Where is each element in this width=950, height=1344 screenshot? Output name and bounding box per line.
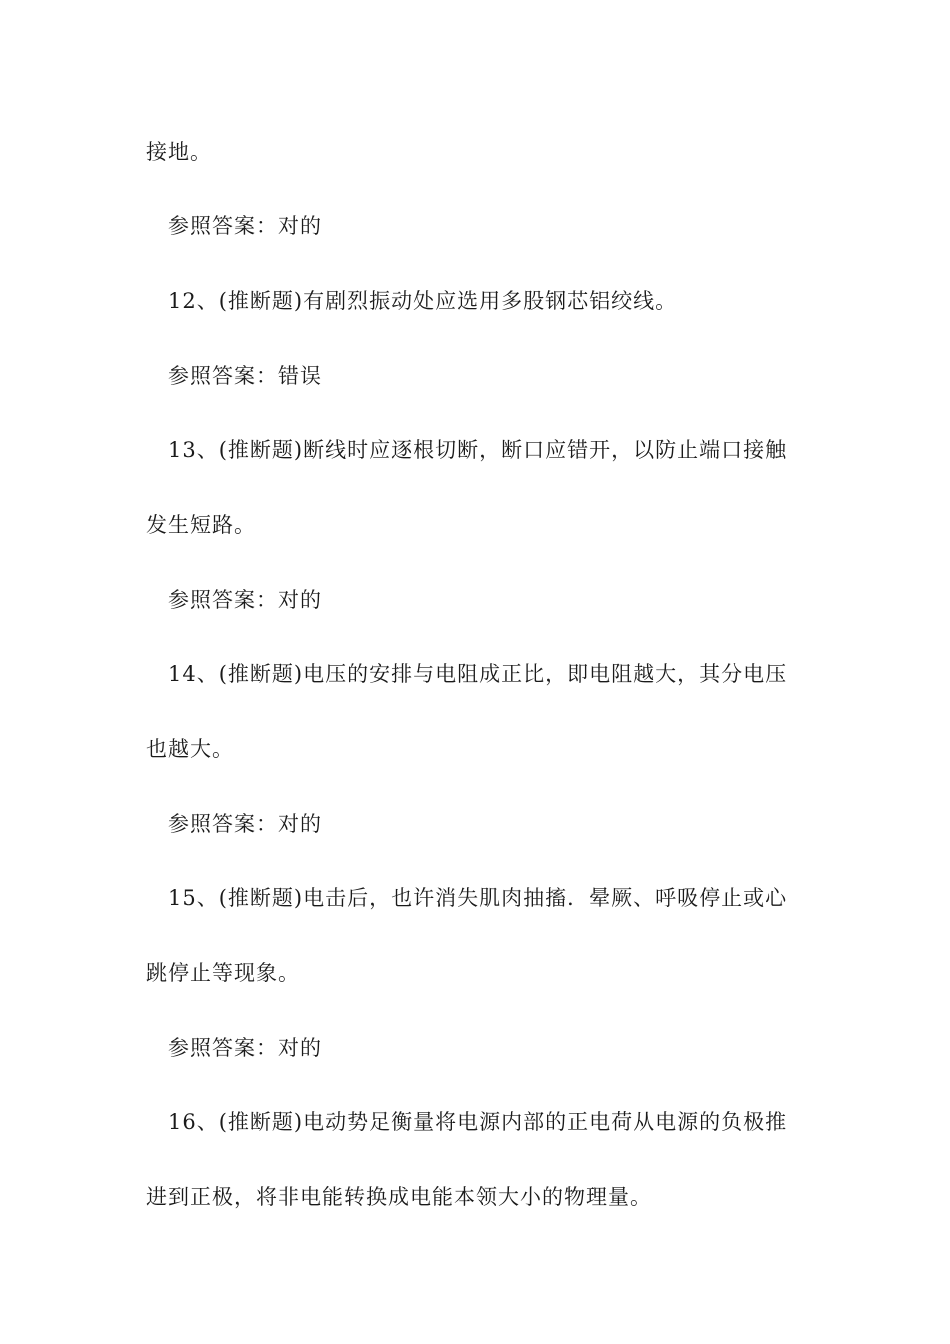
- question-16: 16、(推断题)电动势足衡量将电源内部的正电荷从电源的负极推: [168, 1110, 788, 1134]
- answer-line: 参照答案：对的: [168, 1036, 322, 1060]
- text-line-continuation: 接地。: [146, 140, 212, 164]
- question-13: 13、(推断题)断线时应逐根切断，断口应错开，以防止端口接触: [168, 438, 788, 462]
- answer-line: 参照答案：对的: [168, 588, 322, 612]
- answer-line: 参照答案：错误: [168, 364, 322, 388]
- question-14: 14、(推断题)电压的安排与电阻成正比，即电阻越大，其分电压: [168, 662, 788, 686]
- text-line-continuation: 也越大。: [146, 737, 234, 761]
- answer-line: 参照答案：对的: [168, 812, 322, 836]
- question-12: 12、(推断题)有剧烈振动处应选用多股钢芯铝绞线。: [168, 289, 678, 313]
- question-15: 15、(推断题)电击后，也许消失肌肉抽搐．晕厥、呼吸停止或心: [168, 886, 788, 910]
- text-line-continuation: 发生短路。: [146, 513, 256, 537]
- text-line-continuation: 跳停止等现象。: [146, 961, 300, 985]
- answer-line: 参照答案：对的: [168, 214, 322, 238]
- text-line-continuation: 进到正极，将非电能转换成电能本领大小的物理量。: [146, 1185, 652, 1209]
